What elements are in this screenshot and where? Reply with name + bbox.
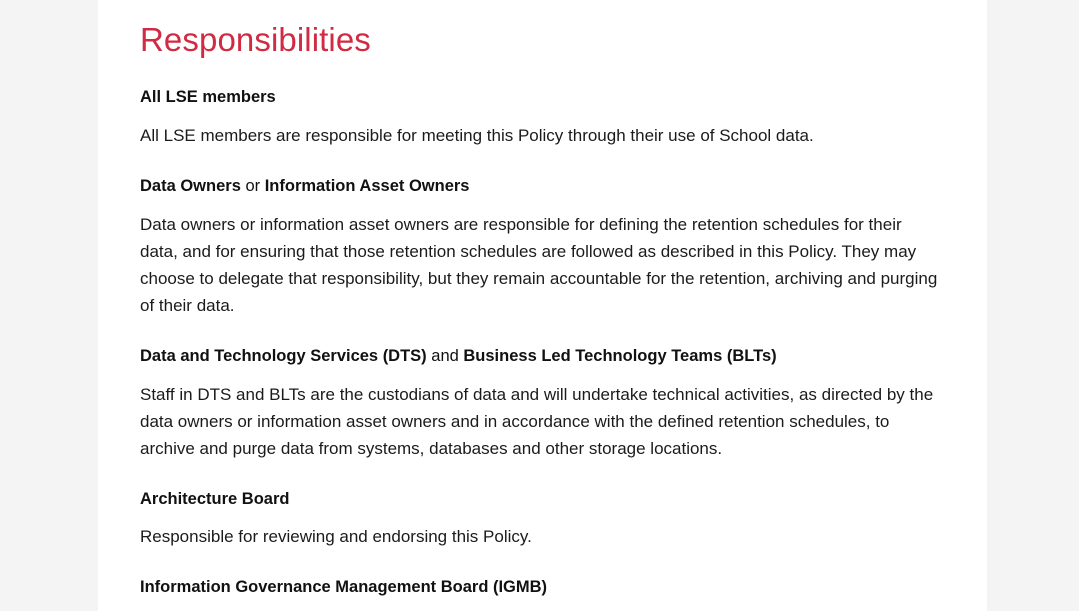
section-heading-data-owners bbox=[140, 175, 943, 197]
section-heading-all-lse-members bbox=[140, 86, 943, 108]
heading-part-bold: Architecture Board bbox=[140, 490, 290, 508]
heading-part-regular: or bbox=[240, 177, 265, 195]
heading-part-bold: Data and Technology Services (DTS) bbox=[140, 347, 427, 365]
section-heading-igmb bbox=[140, 576, 943, 598]
heading-part-bold: Business Led Technology Teams (BLTs) bbox=[463, 347, 777, 365]
page-title: Responsibilities bbox=[140, 21, 371, 58]
document-content bbox=[98, 0, 987, 611]
section-body-all-lse-members: All LSE members are responsible for meeting this Policy through their use of School data. bbox=[140, 126, 814, 145]
section-heading-architecture-board bbox=[140, 488, 943, 510]
section-body-architecture-board: Responsible for reviewing and endorsing this Policy. bbox=[140, 527, 532, 546]
page-gutter-right bbox=[987, 0, 1079, 611]
heading-part-bold: Data Owners bbox=[140, 177, 241, 195]
heading-part-bold: Information Asset Owners bbox=[264, 177, 470, 195]
page-gutter-left bbox=[0, 0, 98, 611]
heading-part-regular: and bbox=[426, 347, 464, 365]
section-heading-dts-blts bbox=[140, 345, 943, 367]
section-body-dts-blts: Staff in DTS and BLTs are the custodians of data and will undertake technical activities, as directed by the data owners or information asset owners and in accordance with the defined retention schedules, to archive and purge data from systems, databases and other storage locations. bbox=[140, 385, 934, 458]
heading-part-bold: Information Governance Management Board (IGMB) bbox=[140, 578, 548, 596]
section-body-data-owners: Data owners or information asset owners are responsible for defining the retention schedules for their data, and for ensuring that those retention schedules are followed as described in this Policy. They may choose to delegate that responsibility, but they remain accountable for the retention, archiving and purging of their data. bbox=[140, 215, 938, 315]
heading-part-bold: All LSE members bbox=[140, 88, 276, 106]
